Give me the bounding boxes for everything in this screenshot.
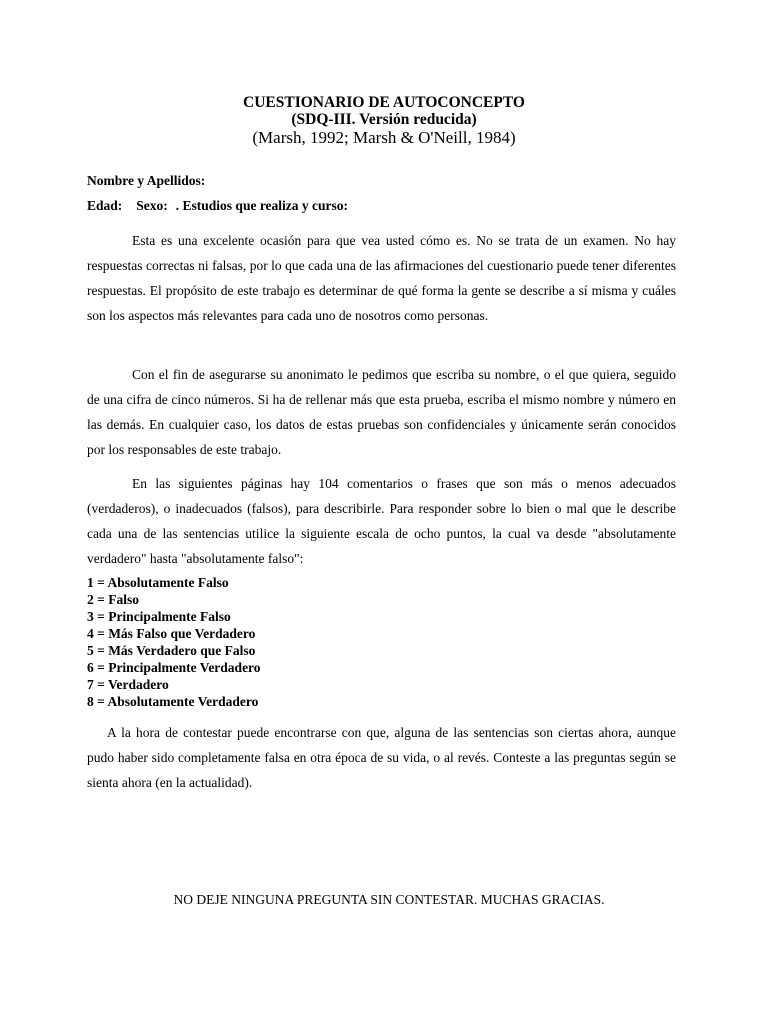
- document-citation: (Marsh, 1992; Marsh & O'Neill, 1984): [252, 128, 516, 147]
- title-block: [0, 94, 768, 147]
- scale-item: 6 = Principalmente Verdadero: [87, 660, 261, 675]
- document-subtitle: (SDQ-III. Versión reducida): [291, 111, 477, 128]
- document-title: CUESTIONARIO DE AUTOCONCEPTO: [243, 94, 525, 111]
- anonymity-paragraph: Con el fin de asegurarse su anonimato le pedimos que escriba su nombre, o el que quiera, seguido de una cifra de cinco números. Si ha de rellenar más que esta prueba, escriba el mismo nombre y número en las demás. En cualquier caso, los datos de estas pruebas son confidenciales y únicamente serán conocidos por los responsables de este trabajo.: [87, 367, 676, 457]
- scale-item: 5 = Más Verdadero que Falso: [87, 643, 256, 658]
- sex-label: Sexo:: [136, 198, 168, 213]
- answer-timing-paragraph: A la hora de contestar puede encontrarse con que, alguna de las sentencias son ciertas ahora, aunque pudo haber sido completamente falsa en otra época de su vida, o al revés. Conteste a las preguntas según se sienta ahora (en la actualidad).: [87, 725, 676, 790]
- closing-note: NO DEJE NINGUNA PREGUNTA SIN CONTESTAR. MUCHAS GRACIAS.: [173, 892, 605, 907]
- age-label: Edad:: [87, 198, 123, 213]
- scale-item: 8 = Absolutamente Verdadero: [87, 694, 259, 709]
- name-label: Nombre y Apellidos:: [87, 173, 206, 188]
- studies-label: . Estudios que realiza y curso:: [175, 198, 349, 213]
- age-sex-studies-line: [87, 198, 348, 214]
- scale-item: 2 = Falso: [87, 592, 139, 607]
- instructions-paragraph: En las siguientes páginas hay 104 comentarios o frases que son más o menos adecuados (verdaderos), o inadecuados (falsos), para describirle. Para responder sobre lo bien o mal que le describe cada una de las sentencias utilice la siguiente escala de ocho puntos, la cual va desde "absolutamente verdadero" hasta "absolutamente falso":: [87, 476, 676, 566]
- response-scale-list: [87, 574, 261, 710]
- scale-item: 7 = Verdadero: [87, 677, 169, 692]
- name-field-line: [87, 173, 205, 189]
- scale-item: 3 = Principalmente Falso: [87, 609, 231, 624]
- scale-item: 4 = Más Falso que Verdadero: [87, 626, 256, 641]
- scale-item: 1 = Absolutamente Falso: [87, 575, 229, 590]
- intro-paragraph: Esta es una excelente ocasión para que vea usted cómo es. No se trata de un examen. No hay respuestas correctas ni falsas, por lo que cada una de las afirmaciones del cuestionario puede tener diferentes respuestas. El propósito de este trabajo es determinar de qué forma la gente se describe a sí misma y cuáles son los aspectos más relevantes para cada uno de nosotros como personas.: [87, 233, 676, 323]
